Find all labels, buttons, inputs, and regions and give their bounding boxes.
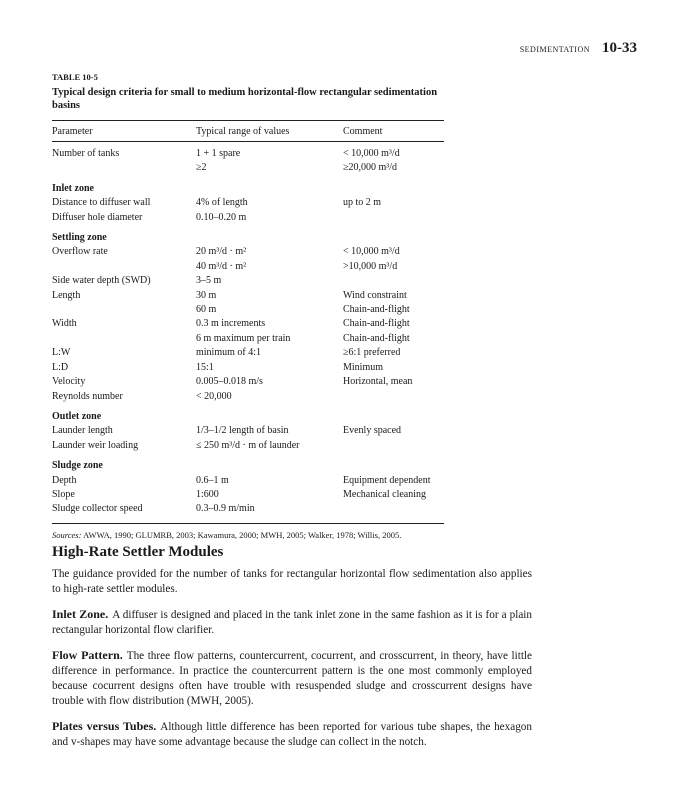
table-row: [52, 245, 444, 259]
cell-comment: >10,000 m³/d: [343, 260, 398, 272]
cell-range: 3–5 m: [196, 275, 222, 287]
table-row: [52, 488, 444, 502]
cell-comment: [343, 274, 444, 288]
table-row: [52, 147, 444, 161]
table-row: [52, 274, 444, 288]
cell-parameter: Launder weir loading: [52, 439, 139, 451]
cell-parameter: Velocity: [52, 376, 86, 388]
table-header-row: [52, 121, 444, 141]
paragraph-text: Although little difference has been reported for various tube shapes, the hexagon and v-shapes may have some advantage because the sludge can collect in the notch.: [52, 721, 532, 748]
paragraph-inlet-zone: [52, 607, 532, 638]
paragraph-flow-pattern: [52, 648, 532, 709]
intro-paragraph: The guidance provided for the number of tanks for rectangular horizontal flow sedimentation also applies to high-rate settler modules.: [52, 568, 532, 595]
cell-range: 0.10–0.20 m: [196, 211, 247, 223]
table-row: [52, 375, 444, 389]
paragraph-lead: Plates versus Tubes.: [52, 719, 157, 733]
cell-range: 15:1: [196, 361, 214, 373]
cell-comment: Minimum: [343, 361, 384, 373]
table-row: [52, 361, 444, 375]
cell-range: 40 m³/d · m²: [196, 260, 247, 272]
cell-parameter: Reynolds number: [52, 390, 123, 402]
cell-range: 0.6–1 m: [196, 474, 229, 486]
cell-range: minimum of 4:1: [196, 347, 261, 359]
cell-comment: ≥6:1 preferred: [343, 347, 401, 359]
table-label: TABLE 10-5: [52, 72, 98, 82]
cell-parameter: [52, 332, 196, 346]
cell-parameter: Diffuser hole diameter: [52, 211, 143, 223]
table-row: [52, 502, 444, 516]
table-group-heading: Settling zone: [52, 232, 107, 244]
table-row: [52, 317, 444, 331]
cell-parameter: Depth: [52, 474, 77, 486]
cell-comment: Mechanical cleaning: [343, 488, 427, 500]
paragraph-text: The three flow patterns, countercurrent, cocurrent, and crosscurrent, in theory, have little difference in performance. In practice the countercurrent pattern is the one most commonly employed because cocurrent designs often have trouble with resuspended sludge and crosscurrent designs have trouble with flow distribution (MWH, 2005).: [52, 650, 533, 707]
cell-comment: up to 2 m: [343, 197, 382, 209]
cell-parameter: [52, 161, 196, 175]
table-row: [52, 474, 444, 488]
cell-range: ≤ 250 m³/d · m of launder: [196, 439, 300, 451]
table-row: [52, 424, 444, 438]
cell-comment: Horizontal, mean: [343, 376, 413, 388]
cell-comment: < 10,000 m³/d: [343, 246, 400, 258]
table-row: [52, 196, 444, 210]
cell-range: 0.005–0.018 m/s: [196, 376, 263, 388]
column-header-comment: Comment: [343, 125, 383, 137]
cell-comment: [343, 502, 444, 516]
table-body: [52, 142, 444, 523]
cell-parameter: Overflow rate: [52, 246, 108, 258]
table-row: [52, 211, 444, 225]
table-row: [52, 161, 444, 175]
table-row: [52, 390, 444, 404]
cell-range: 20 m³/d · m²: [196, 246, 247, 258]
section-heading: High-Rate Settler Modules: [52, 544, 224, 560]
cell-parameter: Length: [52, 289, 81, 301]
table-row: [52, 260, 444, 274]
cell-range: 1/3–1/2 length of basin: [196, 425, 289, 437]
cell-comment: Chain-and-flight: [343, 304, 410, 316]
cell-range: 60 m: [196, 304, 217, 316]
paragraph-text: A diffuser is designed and placed in the tank inlet zone in the same fashion as it is for a plain rectangular horizontal flow clarifier.: [52, 609, 532, 636]
section-name: SEDIMENTATION: [519, 45, 590, 54]
page-number: 10-33: [602, 40, 637, 56]
cell-comment: Chain-and-flight: [343, 332, 410, 344]
sources-label: Sources:: [52, 529, 82, 540]
cell-parameter: Number of tanks: [52, 148, 120, 159]
cell-range: ≥2: [196, 162, 207, 174]
sources-text: AWWA, 1990; GLUMRB, 2003; Kawamura, 2000; MWH, 2005; Walker, 1978; Willis, 2005.: [83, 529, 402, 540]
cell-comment: ≥20,000 m³/d: [343, 162, 398, 174]
cell-parameter: Side water depth (SWD): [52, 275, 151, 287]
table-group-heading: Inlet zone: [52, 182, 94, 194]
cell-comment: Wind constraint: [343, 289, 407, 301]
table-caption: Typical design criteria for small to medium horizontal-flow rectangular sedimentation basins: [52, 87, 438, 111]
cell-parameter: [52, 260, 196, 274]
cell-comment: [343, 211, 444, 225]
cell-comment: [343, 439, 444, 453]
cell-parameter: [52, 303, 196, 317]
cell-range: 0.3 m increments: [196, 318, 266, 330]
cell-comment: [343, 390, 444, 404]
cell-parameter: L:D: [52, 361, 69, 373]
cell-range: 30 m: [196, 289, 217, 301]
paragraph-lead: Flow Pattern.: [52, 648, 123, 662]
cell-range: 1 + 1 spare: [196, 148, 241, 159]
cell-comment: Evenly spaced: [343, 425, 402, 437]
cell-parameter: Width: [52, 318, 77, 330]
section-body: [52, 544, 532, 760]
cell-parameter: Launder length: [52, 425, 113, 437]
cell-comment: < 10,000 m³/d: [343, 148, 400, 159]
cell-comment: Equipment dependent: [343, 474, 431, 486]
table-sources: [52, 530, 444, 540]
cell-range: 1:600: [196, 488, 219, 500]
paragraph-lead: Inlet Zone.: [52, 607, 109, 621]
cell-parameter: Distance to diffuser wall: [52, 197, 151, 209]
column-header-parameter: Parameter: [52, 125, 93, 137]
table-group-heading: Outlet zone: [52, 410, 102, 422]
table-row: [52, 439, 444, 453]
cell-parameter: Slope: [52, 488, 75, 500]
cell-range: 4% of length: [196, 197, 248, 209]
cell-comment: Chain-and-flight: [343, 318, 410, 330]
table-row: [52, 332, 444, 346]
column-header-range: Typical range of values: [196, 125, 290, 137]
cell-range: 0.3–0.9 m/min: [196, 503, 255, 515]
table-row: [52, 346, 444, 360]
table-row: [52, 289, 444, 303]
table-row: [52, 303, 444, 317]
paragraph-plates-tubes: [52, 719, 532, 750]
table-group-heading: Sludge zone: [52, 460, 103, 472]
cell-parameter: L:W: [52, 347, 71, 359]
design-criteria-table: [52, 72, 444, 540]
running-head: [520, 40, 637, 57]
cell-range: 6 m maximum per train: [196, 332, 291, 344]
cell-parameter: Sludge collector speed: [52, 503, 143, 515]
table-bottom-rule: [52, 523, 444, 524]
cell-range: < 20,000: [196, 390, 232, 402]
